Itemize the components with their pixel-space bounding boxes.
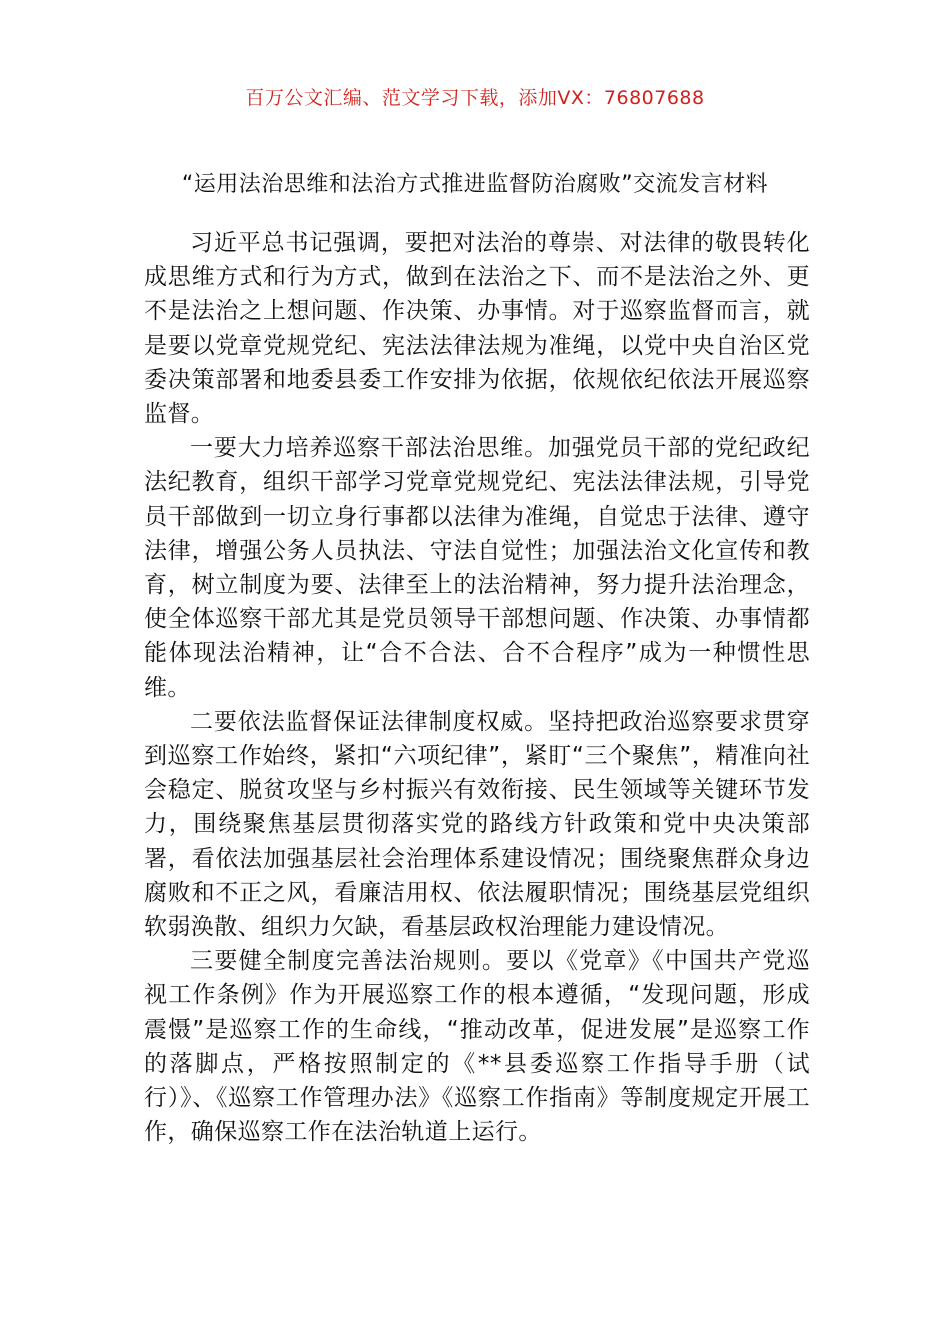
- paragraph-point-three: 三要健全制度完善法治规则。要以《党章》《中国共产党巡视工作条例》作为开展巡察工作的根本遵循，“发现问题，形成震慑”是巡察工作的生命线，“推动改革，促进发展”是巡察工作的落脚点，严格按照制定的《**县委巡察工作指导手册（试行）》、《巡察工作管理办法》《巡察工作指南》等制度规定开展工作，确保巡察工作在法治轨道上运行。: [144, 948, 810, 1146]
- paragraph-point-two: 二要依法监督保证法律制度权威。坚持把政治巡察要求贯穿到巡察工作始终，紧扣“六项纪律”，紧盯“三个聚焦”，精准向社会稳定、脱贫攻坚与乡村振兴有效衔接、民生领域等关键环节发力，围绕聚焦基层贯彻落实党的路线方针政策和党中央决策部署，看依法加强基层社会治理体系建设情况；围绕聚焦群众身边腐败和不正之风，看廉洁用权、依法履职情况；围绕基层党组织软弱涣散、组织力欠缺，看基层政权治理能力建设情况。: [144, 708, 810, 941]
- document-title: “运用法治思维和法治方式推进监督防治腐败”交流发言材料: [181, 172, 769, 197]
- paragraph-intro: 习近平总书记强调，要把对法治的尊崇、对法律的敬畏转化成思维方式和行为方式，做到在法治之下、而不是法治之外、更不是法治之上想问题、作决策、办事情。对于巡察监督而言，就是要以党章党规党纪、宪法法律法规为准绳，以党中央自治区党委决策部署和地委县委工作安排为依据，依规依纪依法开展巡察监督。: [144, 230, 810, 428]
- paragraph-point-one: 一要大力培养巡察干部法治思维。加强党员干部的党纪政纪法纪教育，组织干部学习党章党规党纪、宪法法律法规，引导党员干部做到一切立身行事都以法律为准绳，自觉忠于法律、遵守法律，增强公务人员执法、守法自觉性；加强法治文化宣传和教育，树立制度为要、法律至上的法治精神，努力提升法治理念，使全体巡察干部尤其是党员领导干部想问题、作决策、办事情都能体现法治精神，让“合不合法、合不合程序”成为一种惯性思维。: [144, 435, 810, 701]
- promo-header: 百万公文汇编、范文学习下载，添加VX：76807688: [245, 87, 705, 109]
- document-body: [144, 226, 810, 1149]
